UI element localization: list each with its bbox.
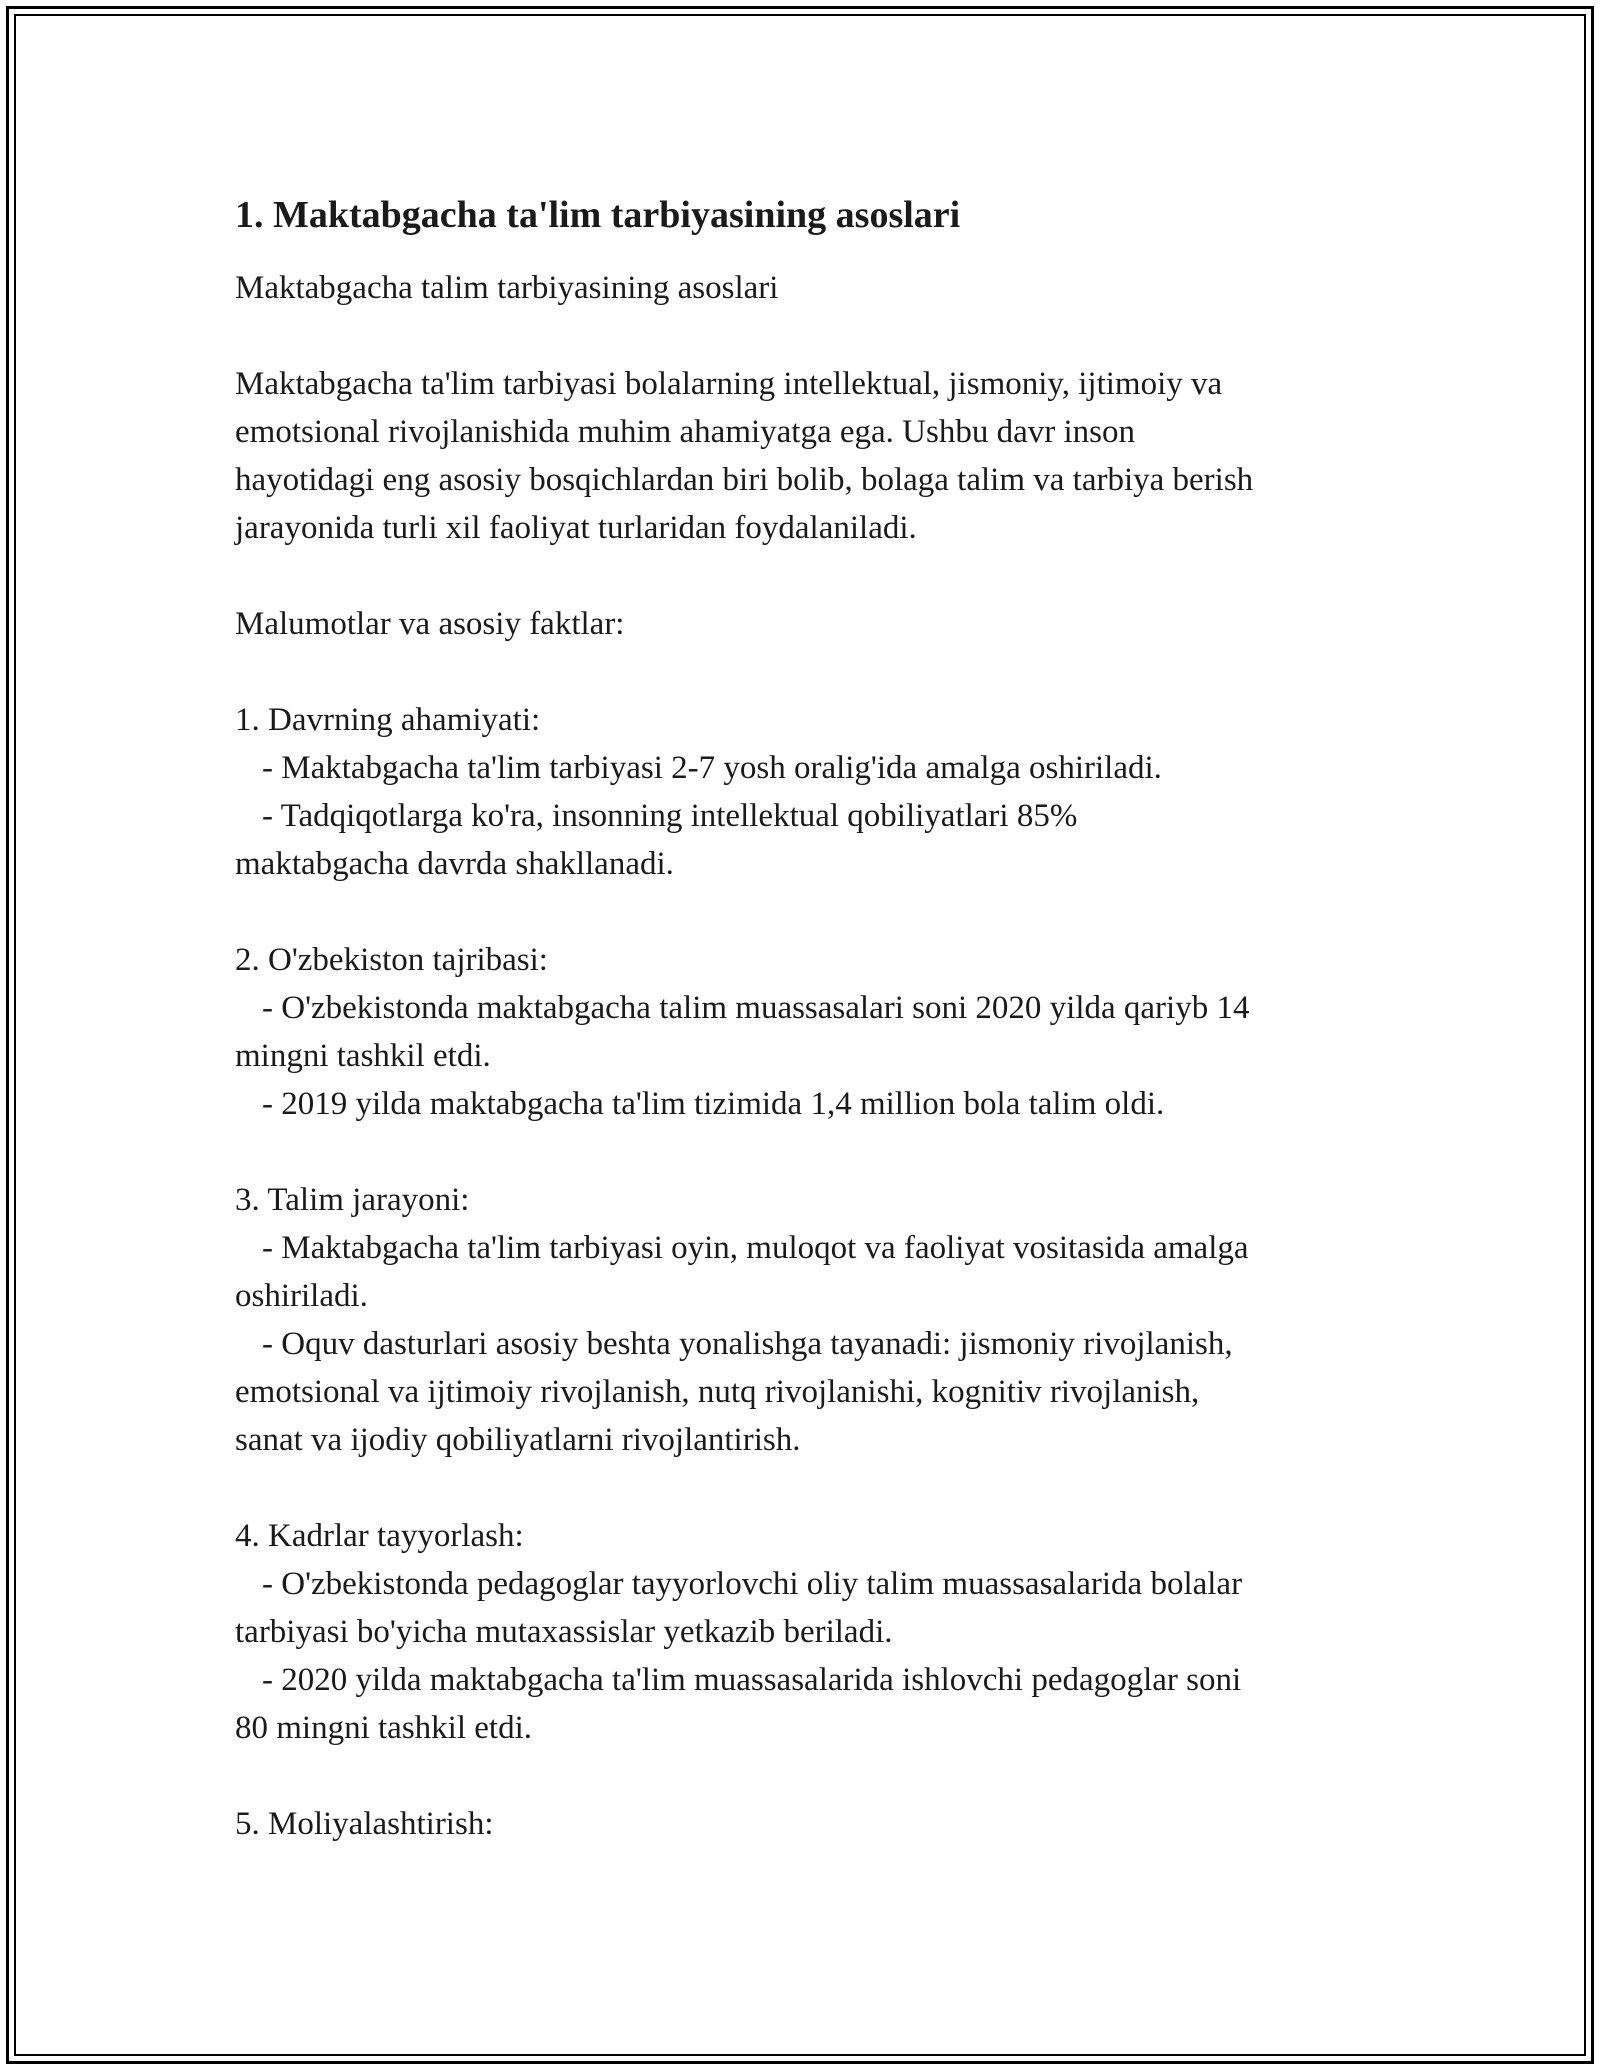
bullet-line: - Maktabgacha ta'lim tarbiyasi oyin, muloqot va faoliyat vositasida amalga bbox=[262, 1230, 1249, 1266]
bullet-item bbox=[235, 792, 1395, 888]
bullet-item bbox=[235, 744, 1395, 792]
document-subtitle: Maktabgacha talim tarbiyasining asoslari bbox=[235, 270, 779, 306]
bullet-line: - 2020 yilda maktabgacha ta'lim muassasalarida ishlovchi pedagoglar soni bbox=[262, 1662, 1242, 1698]
bullet-line: 80 mingni tashkil etdi. bbox=[235, 1710, 532, 1746]
section-heading: 1. Davrning ahamiyati: bbox=[235, 702, 541, 738]
section-kadrlar-tayyorlash bbox=[235, 1512, 1395, 1752]
intro-line: emotsional rivojlanishida muhim ahamiyatga ega. Ushbu davr inson bbox=[235, 414, 1135, 450]
bullet-item bbox=[235, 1560, 1395, 1656]
intro-line: Maktabgacha ta'lim tarbiyasi bolalarning intellektual, jismoniy, ijtimoiy va bbox=[235, 366, 1223, 402]
bullet-line: emotsional va ijtimoiy rivojlanish, nutq rivojlanishi, kognitiv rivojlanish, bbox=[235, 1374, 1200, 1410]
section-heading: 5. Moliyalashtirish: bbox=[235, 1806, 494, 1842]
bullet-line: oshiriladi. bbox=[235, 1278, 368, 1314]
bullet-line: maktabgacha davrda shakllanadi. bbox=[235, 846, 674, 882]
bullet-line: - Maktabgacha ta'lim tarbiyasi 2-7 yosh oralig'ida amalga oshiriladi. bbox=[262, 750, 1162, 786]
intro-paragraph bbox=[235, 360, 1395, 552]
section-moliyalashtirish bbox=[235, 1800, 1395, 1848]
section-heading: 2. O'zbekiston tajribasi: bbox=[235, 942, 548, 978]
bullet-line: - 2019 yilda maktabgacha ta'lim tizimida 1,4 million bola talim oldi. bbox=[262, 1086, 1165, 1122]
section-ozbekiston-tajribasi bbox=[235, 936, 1395, 1128]
intro-line: hayotidagi eng asosiy bosqichlardan biri bolib, bolaga talim va tarbiya berish bbox=[235, 462, 1254, 498]
bullet-line: - O'zbekistonda maktabgacha talim muassasalari soni 2020 yilda qariyb 14 bbox=[262, 990, 1250, 1026]
bullet-line: - Oquv dasturlari asosiy beshta yonalishga tayanadi: jismoniy rivojlanish, bbox=[262, 1326, 1233, 1362]
bullet-line: sanat va ijodiy qobiliyatlarni rivojlantirish. bbox=[235, 1422, 801, 1458]
section-heading: 3. Talim jarayoni: bbox=[235, 1182, 470, 1218]
section-heading: 4. Kadrlar tayyorlash: bbox=[235, 1518, 524, 1554]
bullet-line: tarbiyasi bo'yicha mutaxassislar yetkazib beriladi. bbox=[235, 1614, 893, 1650]
bullet-item bbox=[235, 1320, 1395, 1464]
document-page bbox=[235, 190, 1395, 1848]
facts-heading: Malumotlar va asosiy faktlar: bbox=[235, 606, 625, 642]
bullet-item bbox=[235, 1080, 1395, 1128]
bullet-item bbox=[235, 984, 1395, 1080]
bullet-item bbox=[235, 1656, 1395, 1752]
bullet-line: mingni tashkil etdi. bbox=[235, 1038, 491, 1074]
bullet-line: - O'zbekistonda pedagoglar tayyorlovchi oliy talim muassasalarida bolalar bbox=[262, 1566, 1243, 1602]
intro-line: jarayonida turli xil faoliyat turlaridan foydalaniladi. bbox=[235, 510, 917, 546]
section-davrning-ahamiyati bbox=[235, 696, 1395, 888]
document-title: 1. Maktabgacha ta'lim tarbiyasining asoslari bbox=[235, 194, 961, 236]
bullet-item bbox=[235, 1224, 1395, 1320]
section-talim-jarayoni bbox=[235, 1176, 1395, 1464]
bullet-line: - Tadqiqotlarga ko'ra, insonning intellektual qobiliyatlari 85% bbox=[262, 798, 1078, 834]
